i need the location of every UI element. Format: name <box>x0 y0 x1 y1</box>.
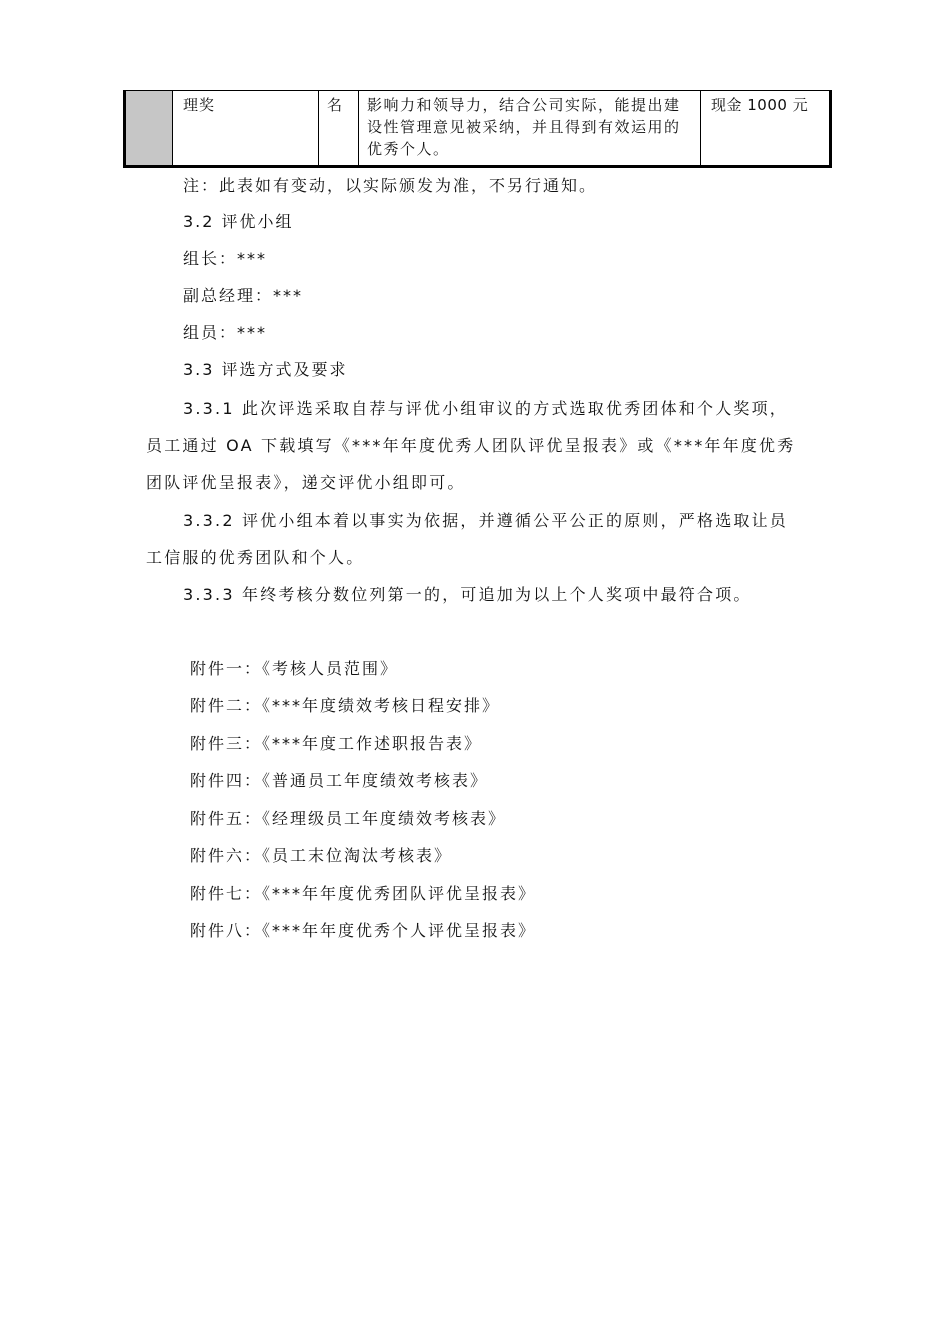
members-line: 组员：*** <box>183 323 268 342</box>
award-description-cell <box>359 91 701 167</box>
section-heading: 3.3 评选方式及要求 <box>183 360 348 379</box>
description-line: 设性管理意见被采纳，并且得到有效运用的 <box>367 118 681 136</box>
deputy-line: 副总经理：*** <box>183 286 304 305</box>
table-note: 注：此表如有变动，以实际颁发为准，不另行通知。 <box>183 176 598 195</box>
shaded-cell <box>125 91 173 167</box>
attachment-item: 附件二：《***年度绩效考核日程安排》 <box>190 696 501 715</box>
award-reward-cell: 现金 1000 元 <box>701 91 831 167</box>
attachment-item: 附件八：《***年年度优秀个人评优呈报表》 <box>190 921 537 940</box>
attachment-item: 附件六：《员工末位淘汰考核表》 <box>190 846 453 865</box>
award-name-cell: 理奖 <box>173 91 319 167</box>
paragraph-line: 员工通过 OA 下载填写《***年年度优秀人团队评优呈报表》或《***年年度优秀 <box>146 436 796 455</box>
attachment-item: 附件五：《经理级员工年度绩效考核表》 <box>190 809 507 828</box>
leader-line: 组长：*** <box>183 249 268 268</box>
paragraph-line: 团队评优呈报表》，递交评优小组即可。 <box>146 473 466 492</box>
award-quota-cell: 名 <box>319 91 359 167</box>
attachment-item: 附件七：《***年年度优秀团队评优呈报表》 <box>190 884 537 903</box>
paragraph-line: 工信服的优秀团队和个人。 <box>146 548 365 567</box>
paragraph-line: 3.3.3 年终考核分数位列第一的，可追加为以上个人奖项中最符合项。 <box>183 585 752 604</box>
attachment-item: 附件四：《普通员工年度绩效考核表》 <box>190 771 489 790</box>
description-line: 优秀个人。 <box>367 140 450 158</box>
table-row <box>125 91 831 167</box>
attachment-item: 附件一：《考核人员范围》 <box>190 659 399 678</box>
section-heading: 3.2 评优小组 <box>183 212 294 231</box>
attachment-item: 附件三：《***年度工作述职报告表》 <box>190 734 483 753</box>
paragraph-line: 3.3.2 评优小组本着以事实为依据，并遵循公平公正的原则，严格选取让员 <box>183 511 788 530</box>
description-line: 影响力和领导力，结合公司实际，能提出建 <box>367 96 681 114</box>
paragraph-line: 3.3.1 此次评选采取自荐与评优小组审议的方式选取优秀团体和个人奖项， <box>183 399 788 418</box>
award-table <box>123 90 832 168</box>
